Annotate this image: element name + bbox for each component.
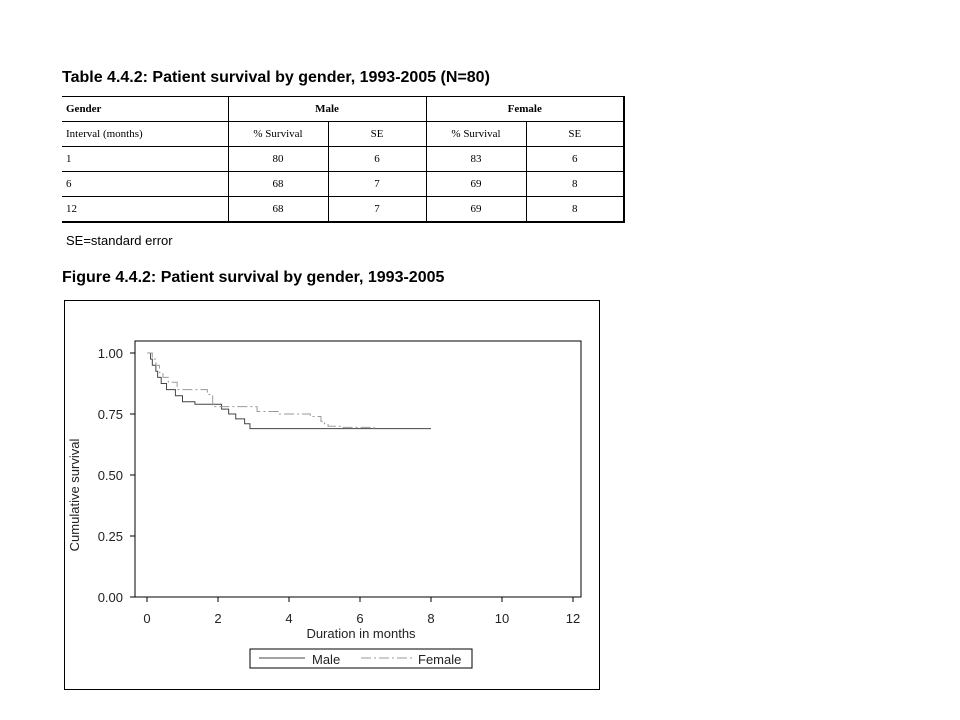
table-row (62, 172, 624, 197)
subheader-female-se: SE (526, 122, 624, 147)
y-tick-label: 0.50 (97, 468, 123, 483)
subheader-male-se: SE (328, 122, 426, 147)
subheader-interval: Interval (months) (62, 122, 228, 147)
survival-chart (65, 301, 599, 689)
cell-interval: 1 (62, 147, 228, 172)
cell-male-se: 7 (328, 172, 426, 197)
x-tick-label: 4 (285, 611, 293, 626)
x-tick-label: 10 (494, 611, 510, 626)
legend-female-label: Female (418, 652, 462, 667)
header-male: Male (228, 97, 426, 122)
cell-female-se: 8 (526, 197, 624, 222)
y-axis-label: Cumulative survival (67, 438, 82, 552)
survival-table (62, 96, 625, 223)
series-layer (147, 353, 431, 429)
x-axis-label: Duration in months (306, 626, 416, 641)
x-tick-label: 12 (565, 611, 581, 626)
x-tick-label: 6 (356, 611, 364, 626)
x-tick-label: 0 (143, 611, 151, 626)
cell-female-survival: 83 (426, 147, 526, 172)
table-header-row (62, 97, 624, 122)
legend-male-label: Male (312, 652, 341, 667)
series-line-male (147, 353, 431, 429)
table-subheader-row (62, 122, 624, 147)
y-axis (98, 346, 135, 605)
cell-male-survival: 80 (228, 147, 328, 172)
y-tick-label: 0.00 (97, 590, 123, 605)
y-tick-label: 1.00 (97, 346, 123, 361)
cell-male-se: 6 (328, 147, 426, 172)
cell-interval: 6 (62, 172, 228, 197)
figure-frame (64, 300, 600, 690)
cell-male-survival: 68 (228, 172, 328, 197)
series-line-female (147, 353, 374, 429)
cell-female-survival: 69 (426, 172, 526, 197)
subheader-male-survival: % Survival (228, 122, 328, 147)
x-tick-label: 2 (214, 611, 222, 626)
x-axis (143, 597, 580, 626)
x-tick-label: 8 (427, 611, 435, 626)
y-tick-label: 0.25 (97, 529, 123, 544)
cell-female-se: 6 (526, 147, 624, 172)
subheader-female-survival: % Survival (426, 122, 526, 147)
cell-male-se: 7 (328, 197, 426, 222)
cell-interval: 12 (62, 197, 228, 222)
table-row (62, 197, 624, 222)
header-gender: Gender (62, 97, 228, 122)
cell-female-se: 8 (526, 172, 624, 197)
legend (250, 649, 472, 668)
cell-female-survival: 69 (426, 197, 526, 222)
cell-male-survival: 68 (228, 197, 328, 222)
y-tick-label: 0.75 (97, 407, 123, 422)
header-female: Female (426, 97, 624, 122)
table-row (62, 147, 624, 172)
table-note: SE=standard error (66, 233, 173, 248)
table-title: Table 4.4.2: Patient survival by gender, 1993-2005 (N=80) (62, 69, 490, 86)
plot-area (135, 341, 581, 597)
figure-title: Figure 4.4.2: Patient survival by gender, 1993-2005 (62, 269, 445, 286)
